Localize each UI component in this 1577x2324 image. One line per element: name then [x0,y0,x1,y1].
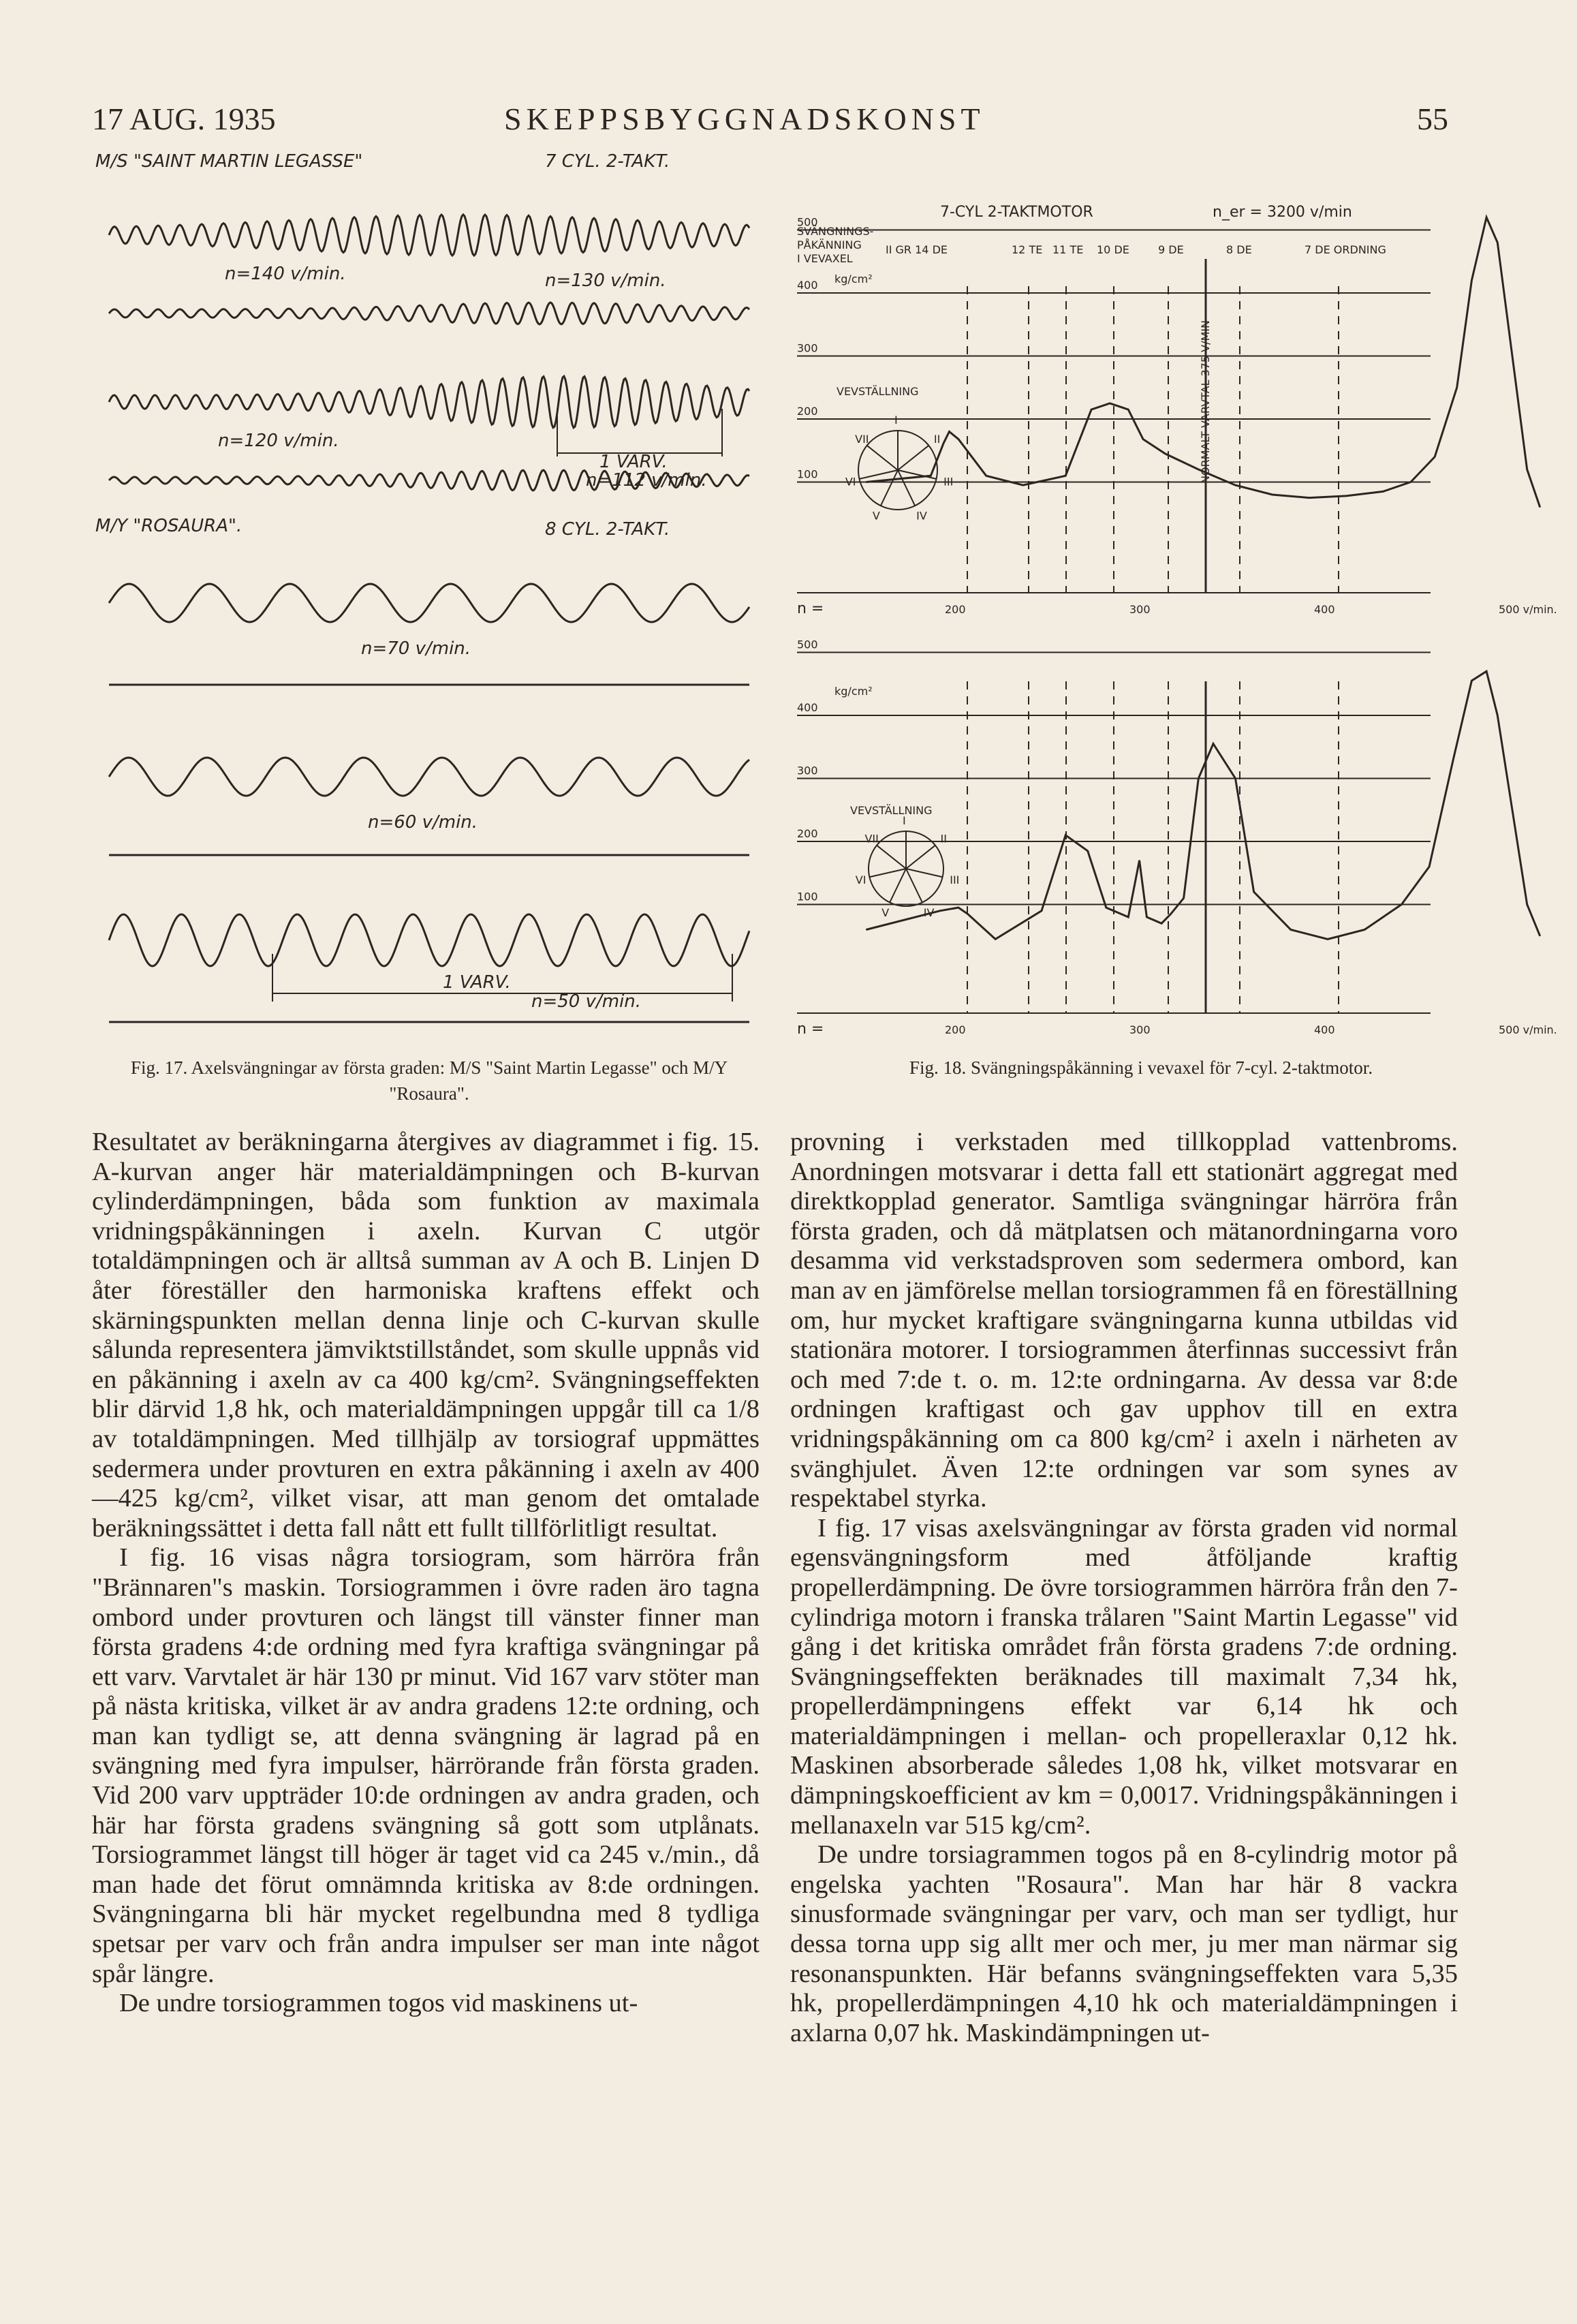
y-tick-label: 300 [797,764,818,777]
fig18-crank-label-lower: VEVSTÄLLNING [850,804,933,817]
label-rpm-70: n=70 v/min. [361,638,471,659]
data-point [1235,485,1236,486]
crank-numeral: I [903,814,906,827]
crank-spoke [881,470,898,506]
paragraph: Resultatet av beräkningarna återgives av diagrammet i fig. 15. A-kurvan anger här materialdämpningen och B-kurvan cylinderdämpningen, båda som funktion av maximala vridningspåkänningen i axeln. Kurvan C utgör totaldämpningen och är alltså summan av A och B. Linjen D åter föreställer den harmoniska kraftens effekt och skärningspunkten mellan denna linje och C-kurvan skulle sålunda representera jämviktstillståndet, som skulle uppnås vid en påkänning i axeln av ca 400 kg/cm². Svängningseffekten blir därvid 1,8 hk, och materialdämpningen uppgår till ca 1/8 av totaldämpningen. Med tillhjälp av torsiograf uppmättes sedermera under provturen en extra påkänning i axeln av 400—425 kg/cm², vilket visar, att man genom det omtalade beräkningssättet i detta fall nått ett fullt tillförlitligt resultat. [92,1128,760,1543]
crank-spoke [867,446,898,470]
y-tick-label: 400 [797,279,818,292]
crank-spoke [906,869,922,903]
fig17-caption: Fig. 17. Axelsvängningar av första graden: M/S "Saint Martin Legasse" och M/Y "Rosaura". [130,1057,728,1104]
data-point [1183,898,1184,899]
y-tick-label: 500 [797,638,818,651]
body-column-right [790,1128,1458,2048]
data-point [1453,759,1454,760]
fig18-normal-rpm-label: NORMALT VARVTAL 375 V/MIN [1199,320,1212,484]
label-rpm-50: n=50 v/min. [531,991,642,1012]
order-label: 7 DE ORDNING [1305,243,1386,256]
crank-numeral: VI [855,873,866,886]
crank-numeral: V [881,905,890,919]
crank-numeral: VII [855,432,869,446]
data-point [995,939,996,940]
crank-numeral: I [894,414,898,427]
label-rpm-120: n=120 v/min. [218,431,339,451]
x-axis-prefix: n = [797,600,824,617]
y-tick-label: 200 [797,827,818,840]
fig18-ylabel-line1: SVÄNGNINGS- [797,225,874,238]
fig17-ship2-engine: 8 CYL. 2-TAKT. [545,519,670,540]
order-label: 10 DE [1097,243,1129,256]
data-point [1364,929,1365,930]
x-tick-label: 300 [1129,1023,1151,1036]
data-point [1128,917,1129,918]
crank-spoke [869,869,906,877]
paragraph: I fig. 16 visas några torsiogram, som härröra från "Brännaren"s maskin. Torsiogrammen i övre raden äro tagna ombord under provturen och längst till vänster finner man första gradens 4:de ordning med fyra kraftiga svängningar på ett varv. Varvtalet är här 130 pr minut. Vid 167 varv stöter man på nästa kritiska, vilket är av andra gradens 12:te ordning, och man kan tydligt se, att denna svängning är lagrad på en svängning med fyra impulser, härrörande från första graden. Vid 200 varv uppträder 10:de ordningen av andra graden, och här har första gradens svängning så gott som utplånats. Torsiogrammet längst till höger är taget vid ca 245 v./min., då man hade det förut omnämnda kritiska av 8:de ordningen. Svängningarna bli här mycket regelbundna med 8 tydliga spetsar per varv och från andra impulser ser man inte något spår längre. [92,1543,760,1988]
x-tick-label: 200 [945,603,966,616]
data-point [1022,485,1023,486]
fig18-unit-top: kg/cm² [834,273,873,285]
crank-numeral: II [940,832,947,846]
label-rpm-112: n=112 v/min. [586,470,707,491]
crank-spoke [906,846,935,869]
data-point [1198,778,1199,779]
order-label: II GR 14 DE [886,243,948,256]
fig18-ylabel-line2: PÅKÄNNING [797,238,862,251]
crank-numeral: III [950,873,960,886]
order-label: 8 DE [1226,243,1252,256]
body-column-left [92,1128,760,2019]
crank-spoke [906,869,943,877]
data-point [1041,910,1042,911]
crank-spoke [898,470,915,506]
data-point [943,443,944,444]
data-point [1486,217,1487,218]
crank-numeral: II [933,432,941,446]
data-point [1456,387,1457,388]
label-one-rev-1: 1 VARV. [599,452,668,472]
x-tick-label: 400 [1314,603,1335,616]
data-point [1091,409,1092,410]
data-point [1346,495,1347,496]
y-tick-label: 100 [797,890,818,903]
data-point [1486,671,1487,672]
x-tick-label: 400 [1314,1023,1335,1036]
fig18-crank-diagram-upper [845,414,953,523]
fig18-lower-grid [797,653,1431,1014]
fig18-lower-y-ticks [797,638,818,903]
crank-numeral: V [872,509,880,523]
crank-numeral: IV [923,905,935,919]
header-date: 17 AUG. 1935 [92,102,276,136]
y-tick-label: 300 [797,341,818,355]
data-point [1165,453,1166,454]
label-rpm-140: n=140 v/min. [225,264,346,284]
data-point [1512,809,1513,810]
y-tick-label: 200 [797,405,818,418]
data-point [1128,409,1129,410]
paragraph: De undre torsiogrammen togos vid maskinens ut- [119,1989,638,2018]
y-tick-label: 400 [797,701,818,714]
data-point [1471,280,1472,281]
fig18-order-labels [886,243,1386,256]
data-point [1198,469,1199,470]
y-tick-label: 500 [797,215,818,229]
order-label: 12 TE [1012,243,1043,256]
data-point [939,910,940,911]
order-label: 11 TE [1052,243,1084,256]
data-point [1161,923,1162,924]
x-axis-prefix: n = [797,1021,824,1038]
data-point [949,431,950,432]
order-label: 9 DE [1158,243,1184,256]
label-rpm-130: n=130 v/min. [545,270,666,291]
fig17-ship1-label: M/S "SAINT MARTIN LEGASSE" [95,151,363,172]
paragraph: I fig. 17 visas axelsvängningar av första graden vid normal egensvängningsform med åtföljande kraftig propellerdämpning. De övre torsiogrammen härröra från den 7-cylindriga motorn i franska trålaren "Saint Martin Legasse" vid gång i det kritiska området från första gradens 7:de ordning. Svängningseffekten beräknades till maximalt 7,34 hk, propellerdämpningens effekt var 6,14 hk och materialdämpningen i mellan- och propelleraxlar 0,12 hk. Maskinen absorberade således 1,08 hk, vilket motsvarar en dämpningskoefficient av km = 0,0017. Vridningspåkänningen i mellanaxeln var 515 kg/cm². [790,1513,1458,1840]
data-point [1139,860,1140,861]
fig18-crank-label-upper: VEVSTÄLLNING [837,385,919,398]
crank-spoke [890,869,906,903]
fig18-caption: Fig. 18. Svängningspåkänning i vevaxel för 7-cyl. 2-taktmotor. [909,1057,1373,1078]
y-tick-label: 100 [797,467,818,481]
crank-numeral: VI [845,475,856,489]
journal-title: SKEPPSBYGGNADSKONST [504,102,985,136]
data-point [1383,491,1384,492]
fig18-ylabel-line3: I VEVAXEL [797,252,853,265]
fig18-unit-bottom: kg/cm² [834,685,873,698]
label-one-rev-2: 1 VARV. [443,972,511,993]
crank-spoke [898,446,928,470]
fig18-critical-rpm: n_er = 3200 v/min [1213,204,1352,221]
x-tick-label: 500 v/min. [1499,603,1557,616]
data-point [1401,904,1402,905]
fig17-ship1-engine: 7 CYL. 2-TAKT. [545,151,670,172]
crank-numeral: VII [864,832,879,846]
data-point [1253,892,1254,893]
fig18-upper-grid [797,230,1431,593]
crank-spoke [877,846,906,869]
data-point [1497,715,1498,716]
fig17-ship2-label: M/Y "ROSAURA". [95,516,243,536]
x-tick-label: 300 [1129,603,1151,616]
data-point [1235,778,1236,779]
data-point [1290,929,1291,930]
paragraph: provning i verkstaden med tillkopplad vattenbroms. Anordningen motsvarar i detta fall ett stationärt aggregat med direktkopplad generator. Samtliga svängningar härröra från första graden, och då mätplatsen och mätanordningarna voro desamma vid verkstadsproven som sedermera ombord, kan man av en jämförelse mellan torsiogrammen få en föreställning om, hur mycket kraftigare svängningarna kunna utbildas vid stationära motorer. I torsiogrammen återfinnas successivt från och med 7:de t. o. m. 12:te ordningarna. Av dessa var 8:de ordningen kraftigast och gav upphov till en extra vridningspåkänning om ca 800 kg/cm² i axeln i närheten av svänghjulet. Även 12:te ordningen var som synes av respektabel styrka. [790,1128,1458,1513]
crank-numeral: III [943,475,954,489]
fig18-upper-x-ticks [797,600,1557,617]
page-number: 55 [1417,102,1448,136]
paragraph: De undre torsiagrammen togos på en 8-cylindrig motor på engelska yachten "Rosaura". Man har här 8 vackra sinusformade svängningar per varv, och man ser tydligt, hur dessa torna upp sig allt mer och mer, ju mer man närmar sig resonanspunkten. Här befanns svängningseffekten vara 5,35 hk, propellerdämpningen 4,10 hk och materialdämpningen i axlarna 0,07 hk. Maskindämpningen ut- [790,1840,1458,2047]
x-tick-label: 500 v/min. [1499,1023,1557,1036]
fig18-lower-x-ticks [797,1021,1557,1038]
label-rpm-60: n=60 v/min. [368,812,478,833]
data-point [1146,917,1147,918]
fig18-title: 7-CYL 2-TAKTMOTOR [940,204,1093,221]
x-tick-label: 200 [945,1023,966,1036]
crank-numeral: IV [916,509,927,523]
crank-spoke [859,470,898,479]
fig18-crank-diagram-lower [856,814,960,919]
data-point [1087,850,1088,851]
